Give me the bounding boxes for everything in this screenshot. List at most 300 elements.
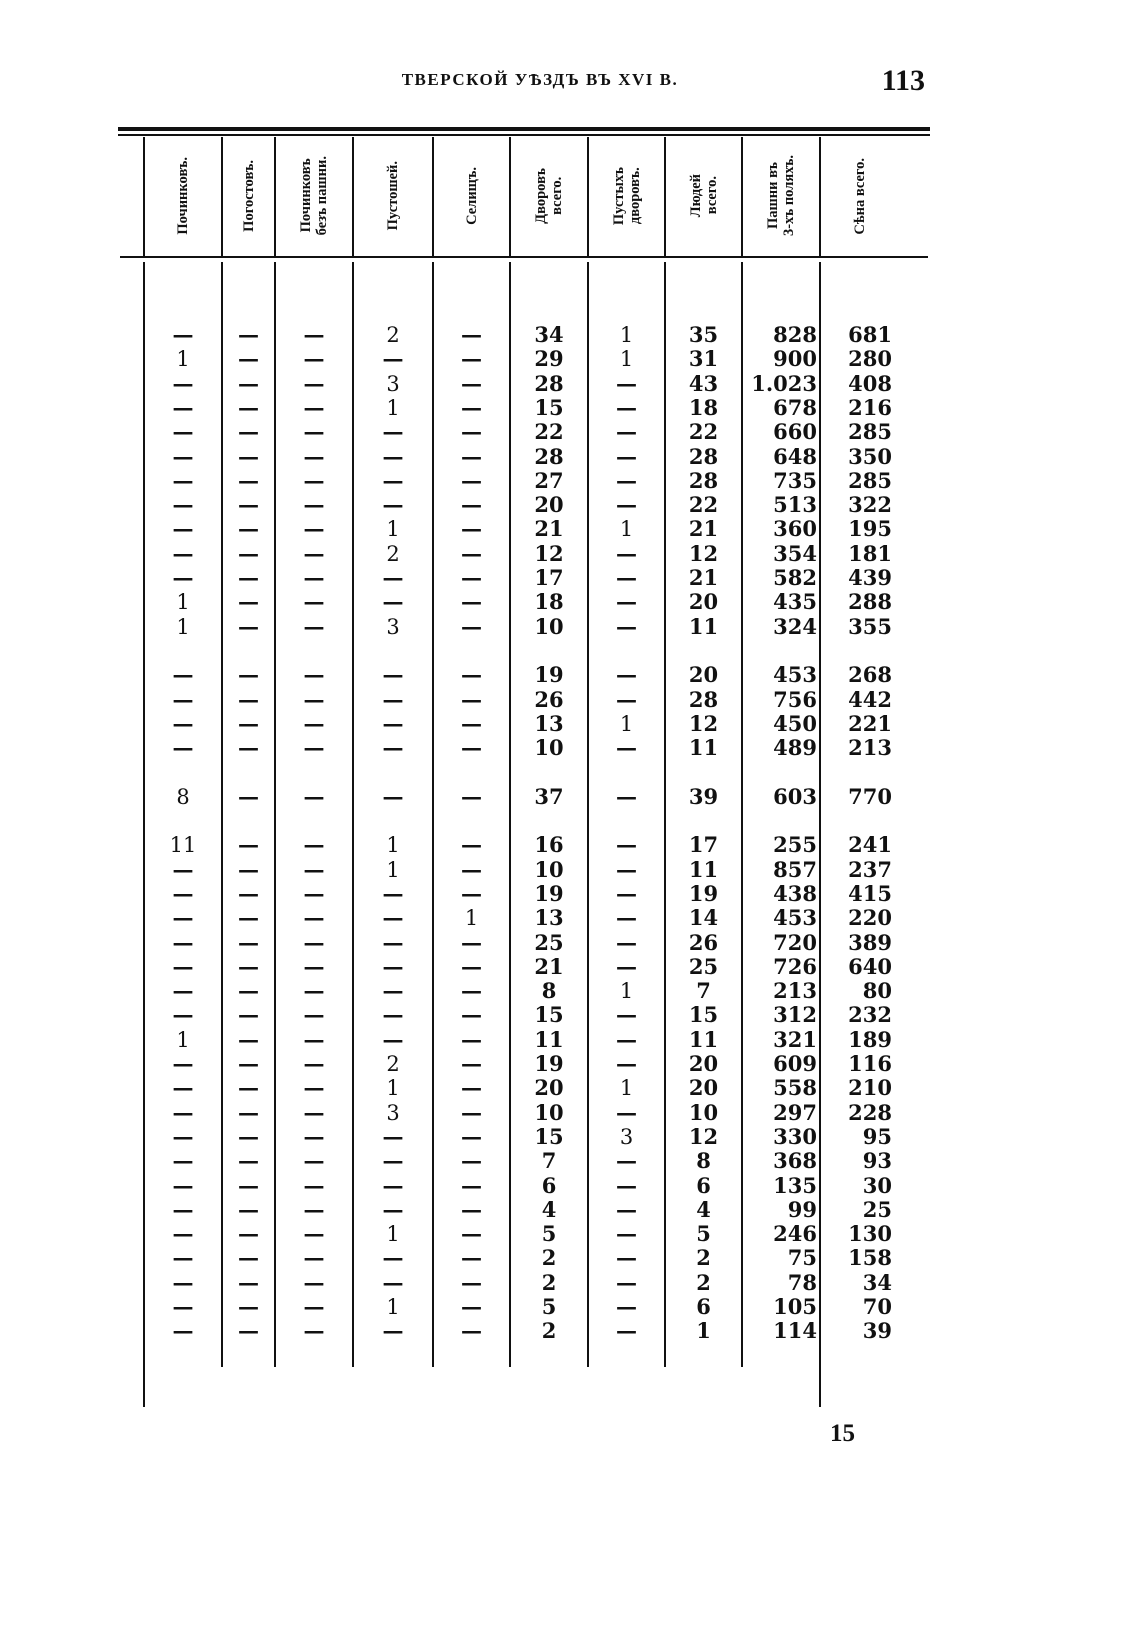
- table-cell: —: [303, 662, 325, 688]
- table-cell: —: [303, 1245, 325, 1271]
- table-cell: 297: [773, 1099, 817, 1125]
- table-cell: —: [461, 467, 482, 493]
- table-cell: 8: [696, 1148, 711, 1174]
- table-cell: 20: [534, 1075, 564, 1101]
- table-cell: —: [172, 1075, 194, 1101]
- table-cell: 756: [773, 686, 817, 712]
- table-cell: 720: [773, 929, 817, 955]
- table-cell: —: [238, 1123, 259, 1149]
- table-cell: 360: [773, 516, 817, 542]
- table-cell: —: [172, 953, 194, 979]
- table-cell: —: [303, 953, 325, 979]
- column-header-pashni: [743, 137, 819, 255]
- header-bottom-rule: [120, 256, 928, 258]
- table-cell: —: [238, 540, 259, 566]
- table-cell: 1: [386, 1222, 400, 1247]
- table-cell: 20: [534, 492, 564, 518]
- table-cell: 80: [862, 978, 892, 1004]
- column-header-pustykh_dvorov: [589, 137, 664, 255]
- table-cell: —: [238, 1172, 259, 1198]
- table-cell: —: [303, 467, 325, 493]
- table-cell: 22: [534, 419, 564, 445]
- column-header-pochinki: [145, 137, 221, 255]
- table-cell: —: [303, 1099, 325, 1125]
- table-cell: 17: [688, 832, 719, 858]
- table-cell: —: [616, 953, 637, 979]
- table-cell: —: [461, 1269, 482, 1295]
- table-cell: 10: [688, 1099, 719, 1125]
- table-cell: —: [238, 710, 259, 736]
- table-cell: 660: [773, 419, 817, 445]
- table-cell: 322: [848, 492, 892, 518]
- table-cell: 450: [773, 710, 817, 736]
- table-cell: —: [461, 783, 482, 809]
- table-cell: 1: [176, 347, 190, 372]
- table-cell: 78: [787, 1269, 817, 1295]
- table-cell: —: [461, 1123, 482, 1149]
- table-cell: —: [382, 1269, 404, 1295]
- table-cell: 221: [848, 710, 892, 736]
- table-cell: 1: [464, 906, 479, 931]
- table-cell: 27: [534, 467, 564, 493]
- table-cell: —: [238, 686, 259, 712]
- table-cell: 10: [534, 735, 564, 761]
- column-header-label: Селищъ.: [463, 167, 480, 225]
- table-cell: —: [172, 905, 194, 931]
- table-cell: 288: [848, 589, 892, 615]
- table-cell: 2: [386, 541, 400, 566]
- table-cell: 609: [773, 1051, 817, 1076]
- table-cell: —: [172, 492, 194, 518]
- table-cell: —: [382, 346, 404, 372]
- table-cell: 7: [541, 1148, 557, 1174]
- table-cell: —: [303, 565, 325, 590]
- table-cell: —: [382, 929, 404, 955]
- table-cell: 1: [386, 1076, 400, 1101]
- table-cell: —: [172, 516, 194, 542]
- table-cell: 181: [848, 540, 892, 566]
- table-cell: 1: [386, 395, 400, 420]
- table-cell: 158: [848, 1245, 892, 1271]
- table-cell: —: [172, 443, 194, 469]
- table-cell: —: [461, 686, 482, 712]
- table-cell: —: [461, 419, 482, 445]
- table-cell: 442: [848, 686, 892, 712]
- table-cell: 28: [688, 467, 719, 493]
- table-cell: 513: [773, 492, 817, 518]
- table-cell: 18: [534, 589, 564, 615]
- table-cell: —: [616, 589, 637, 615]
- table-cell: 6: [696, 1172, 711, 1198]
- table-cell: —: [238, 565, 259, 590]
- table-cell: —: [303, 540, 325, 566]
- table-cell: —: [238, 370, 259, 396]
- table-cell: 114: [773, 1318, 817, 1344]
- table-cell: 22: [688, 419, 719, 445]
- table-cell: 312: [773, 1002, 817, 1028]
- table-cell: —: [303, 1196, 325, 1222]
- table-cell: —: [461, 662, 482, 688]
- table-cell: —: [382, 492, 404, 518]
- table-cell: 15: [534, 1002, 564, 1028]
- table-cell: —: [616, 370, 637, 396]
- table-cell: 2: [386, 323, 400, 347]
- table-cell: 678: [773, 394, 817, 420]
- table-cell: —: [303, 394, 325, 420]
- table-cell: 415: [848, 880, 892, 906]
- table-cell: 216: [848, 394, 892, 420]
- table-cell: 11: [534, 1026, 564, 1052]
- table-cell: —: [616, 1002, 637, 1028]
- table-cell: —: [616, 1269, 637, 1295]
- table-cell: 1: [386, 1295, 400, 1319]
- table-cell: 29: [534, 346, 564, 372]
- table-cell: 13: [534, 710, 564, 736]
- table-cell: —: [303, 1002, 325, 1028]
- table-cell: 28: [534, 370, 564, 396]
- table-cell: —: [303, 832, 325, 858]
- column-header-label: Пустыхъ дворовъ.: [610, 166, 643, 226]
- table-cell: —: [616, 1294, 637, 1319]
- table-cell: 8: [541, 978, 557, 1004]
- table-cell: —: [303, 1172, 325, 1198]
- table-cell: —: [172, 1245, 194, 1271]
- table-cell: 10: [534, 1099, 564, 1125]
- table-cell: —: [382, 589, 404, 615]
- table-cell: 640: [848, 953, 892, 979]
- column-header-lyudey_vsego: [666, 137, 741, 255]
- table-cell: 389: [848, 929, 892, 955]
- table-top-rule: [118, 127, 930, 131]
- table-cell: —: [238, 419, 259, 445]
- table-cell: —: [616, 1245, 637, 1271]
- column-header-label: Починковъ.: [175, 157, 191, 235]
- table-cell: —: [461, 613, 482, 639]
- table-cell: 726: [773, 953, 817, 979]
- table-cell: 681: [848, 322, 892, 347]
- table-cell: —: [172, 1123, 194, 1149]
- table-cell: 828: [773, 322, 817, 347]
- table-cell: 3: [619, 1124, 634, 1149]
- table-cell: —: [172, 322, 194, 347]
- table-cell: 1: [386, 517, 400, 542]
- table-cell: 438: [773, 880, 817, 906]
- table-cell: 10: [534, 613, 564, 639]
- table-cell: —: [382, 905, 404, 931]
- table-cell: —: [461, 1221, 482, 1247]
- table-cell: 93: [862, 1148, 892, 1174]
- table-cell: 43: [688, 370, 719, 396]
- table-cell: 439: [848, 565, 892, 590]
- table-cell: —: [616, 1196, 637, 1222]
- table-cell: —: [238, 832, 259, 858]
- table-cell: 11: [169, 833, 197, 858]
- table-cell: 12: [688, 710, 719, 736]
- table-cell: —: [238, 880, 259, 906]
- table-cell: —: [616, 783, 637, 809]
- table-cell: 105: [773, 1294, 817, 1319]
- table-cell: —: [172, 419, 194, 445]
- table-cell: —: [238, 516, 259, 542]
- table-cell: 1: [619, 347, 634, 372]
- table-cell: —: [303, 1123, 325, 1149]
- table-cell: 12: [534, 540, 564, 566]
- table-cell: —: [238, 662, 259, 688]
- table-cell: —: [461, 856, 482, 882]
- table-cell: —: [382, 467, 404, 493]
- table-cell: 1.023: [751, 370, 817, 396]
- column-header-pogosty: [223, 137, 274, 255]
- table-cell: —: [616, 905, 637, 931]
- table-cell: —: [303, 516, 325, 542]
- table-cell: 18: [688, 394, 719, 420]
- table-cell: —: [616, 1051, 637, 1076]
- table-cell: 6: [696, 1294, 711, 1319]
- table-cell: 189: [848, 1026, 892, 1052]
- table-cell: —: [616, 1318, 637, 1344]
- column-header-sena_vsego: [821, 137, 898, 255]
- table-cell: 116: [848, 1051, 892, 1076]
- table-cell: —: [303, 978, 325, 1004]
- table-cell: 25: [534, 929, 564, 955]
- table-cell: —: [172, 735, 194, 761]
- table-cell: 95: [862, 1123, 892, 1149]
- table-cell: —: [461, 370, 482, 396]
- table-cell: —: [616, 735, 637, 761]
- table-cell: —: [238, 735, 259, 761]
- table-cell: 2: [541, 1269, 557, 1295]
- table-cell: —: [382, 1245, 404, 1271]
- table-cell: —: [303, 856, 325, 882]
- table-cell: 368: [773, 1148, 817, 1174]
- table-cell: 20: [688, 662, 719, 688]
- table-cell: 19: [534, 662, 564, 688]
- table-cell: —: [238, 589, 259, 615]
- table-cell: —: [461, 1148, 482, 1174]
- table-cell: —: [616, 467, 637, 493]
- table-cell: 34: [534, 322, 564, 347]
- table-cell: 4: [541, 1196, 557, 1222]
- column-header-label: Дворовъ всего.: [533, 168, 565, 224]
- table-cell: 13: [534, 905, 564, 931]
- table-cell: —: [172, 1294, 194, 1319]
- table-cell: 1: [619, 323, 634, 347]
- table-cell: 1: [386, 833, 400, 858]
- table-cell: 70: [862, 1294, 892, 1319]
- table-cell: —: [303, 735, 325, 761]
- table-cell: 1: [619, 979, 634, 1004]
- table-cell: —: [238, 953, 259, 979]
- table-cell: 5: [696, 1221, 711, 1247]
- table-cell: —: [172, 1221, 194, 1247]
- table-cell: 7: [696, 978, 711, 1004]
- table-cell: 5: [541, 1294, 557, 1319]
- table-cell: —: [172, 880, 194, 906]
- table-cell: —: [616, 1148, 637, 1174]
- table-cell: —: [382, 686, 404, 712]
- table-cell: —: [461, 346, 482, 372]
- table-cell: 11: [688, 1026, 719, 1052]
- table-cell: —: [382, 1318, 404, 1344]
- table-cell: —: [238, 1196, 259, 1222]
- table-cell: 19: [534, 1051, 564, 1076]
- table-cell: —: [461, 322, 482, 347]
- table-cell: —: [172, 394, 194, 420]
- table-cell: —: [172, 1051, 194, 1076]
- table-cell: 213: [773, 978, 817, 1004]
- table-cell: 354: [773, 540, 817, 566]
- table-cell: —: [303, 346, 325, 372]
- table-cell: 255: [773, 832, 817, 858]
- table-cell: 237: [848, 856, 892, 882]
- table-cell: 1: [696, 1318, 711, 1344]
- table-top-rule-thin: [118, 134, 930, 136]
- column-header-label: Людей всего.: [687, 174, 720, 218]
- table-cell: 603: [773, 783, 817, 809]
- table-cell: 20: [688, 589, 719, 615]
- table-cell: —: [382, 1123, 404, 1149]
- table-cell: 15: [534, 1123, 564, 1149]
- table-cell: 28: [688, 686, 719, 712]
- table-cell: —: [461, 735, 482, 761]
- table-cell: —: [461, 710, 482, 736]
- column-header-label: Пашни въ 3-хъ поляхъ.: [765, 155, 797, 237]
- table-cell: —: [382, 953, 404, 979]
- table-cell: —: [238, 1318, 259, 1344]
- table-cell: 37: [534, 783, 564, 809]
- table-cell: 20: [688, 1075, 719, 1101]
- table-cell: —: [616, 394, 637, 420]
- table-cell: 558: [773, 1075, 817, 1101]
- table-cell: 1: [386, 857, 400, 882]
- table-cell: —: [172, 978, 194, 1004]
- table-cell: —: [303, 1026, 325, 1052]
- table-cell: —: [172, 662, 194, 688]
- table-cell: 2: [386, 1052, 400, 1076]
- table-cell: 35: [688, 322, 719, 347]
- page-number: 113: [881, 64, 925, 97]
- table-cell: —: [616, 1221, 637, 1247]
- table-cell: —: [172, 540, 194, 566]
- table-cell: —: [238, 1294, 259, 1319]
- table-cell: —: [616, 540, 637, 566]
- table-cell: —: [461, 540, 482, 566]
- column-header-dvorov_vsego: [511, 137, 587, 255]
- table-cell: 11: [688, 735, 719, 761]
- table-cell: 268: [848, 662, 892, 688]
- table-cell: 135: [773, 1172, 817, 1198]
- table-cell: —: [172, 1318, 194, 1344]
- table-cell: —: [382, 880, 404, 906]
- table-cell: —: [303, 589, 325, 615]
- table-cell: 2: [696, 1245, 711, 1271]
- table-cell: —: [461, 589, 482, 615]
- table-cell: —: [172, 1172, 194, 1198]
- table-cell: —: [616, 880, 637, 906]
- table-cell: —: [382, 1172, 404, 1198]
- table-cell: 582: [773, 565, 817, 590]
- table-cell: —: [303, 905, 325, 931]
- table-cell: —: [616, 443, 637, 469]
- table-cell: —: [382, 735, 404, 761]
- column-header-label: Пустошей.: [385, 161, 401, 231]
- table-cell: —: [461, 1172, 482, 1198]
- table-cell: 3: [386, 614, 400, 639]
- table-cell: —: [172, 710, 194, 736]
- table-cell: —: [172, 1196, 194, 1222]
- table-cell: —: [303, 929, 325, 955]
- table-cell: 19: [688, 880, 719, 906]
- table-cell: —: [461, 978, 482, 1004]
- table-cell: 350: [848, 443, 892, 469]
- table-cell: —: [461, 1318, 482, 1344]
- table-cell: —: [303, 1318, 325, 1344]
- table-cell: 39: [862, 1318, 892, 1344]
- table-cell: 15: [688, 1002, 719, 1028]
- table-cell: 6: [541, 1172, 557, 1198]
- table-cell: —: [616, 419, 637, 445]
- table-cell: 2: [541, 1318, 557, 1344]
- table-cell: 99: [787, 1196, 817, 1222]
- table-cell: 19: [534, 880, 564, 906]
- table-cell: —: [238, 1051, 259, 1076]
- table-cell: —: [461, 516, 482, 542]
- table-cell: 16: [534, 832, 564, 858]
- table-cell: —: [238, 1245, 259, 1271]
- table-cell: 11: [688, 856, 719, 882]
- table-cell: —: [303, 1294, 325, 1319]
- table-cell: —: [238, 929, 259, 955]
- table-cell: —: [238, 783, 259, 809]
- table-cell: —: [616, 492, 637, 518]
- table-cell: 1: [619, 711, 634, 736]
- table-cell: —: [461, 1196, 482, 1222]
- table-cell: 1: [176, 614, 190, 639]
- table-cell: 324: [773, 613, 817, 639]
- table-cell: —: [382, 1002, 404, 1028]
- table-cell: —: [461, 394, 482, 420]
- table-cell: 2: [696, 1269, 711, 1295]
- table-cell: —: [172, 1099, 194, 1125]
- table-cell: —: [238, 322, 259, 347]
- table-cell: 26: [688, 929, 719, 955]
- table-cell: —: [303, 686, 325, 712]
- table-cell: —: [616, 662, 637, 688]
- table-cell: —: [461, 929, 482, 955]
- table-cell: 21: [534, 953, 564, 979]
- table-cell: 25: [688, 953, 719, 979]
- table-cell: 648: [773, 443, 817, 469]
- table-cell: —: [238, 1269, 259, 1295]
- table-cell: —: [238, 492, 259, 518]
- table-cell: 285: [848, 467, 892, 493]
- table-cell: —: [172, 1269, 194, 1295]
- table-cell: —: [461, 1099, 482, 1125]
- table-cell: 12: [688, 1123, 719, 1149]
- table-cell: 14: [688, 905, 719, 931]
- table-cell: 220: [848, 905, 892, 931]
- table-cell: —: [238, 905, 259, 931]
- table-cell: 21: [688, 516, 719, 542]
- table-cell: —: [461, 1294, 482, 1319]
- table-cell: 330: [773, 1123, 817, 1149]
- table-cell: —: [172, 1002, 194, 1028]
- table-cell: —: [238, 443, 259, 469]
- table-cell: —: [172, 686, 194, 712]
- table-cell: 1: [176, 590, 190, 615]
- table-cell: 2: [541, 1245, 557, 1271]
- table-cell: —: [382, 978, 404, 1004]
